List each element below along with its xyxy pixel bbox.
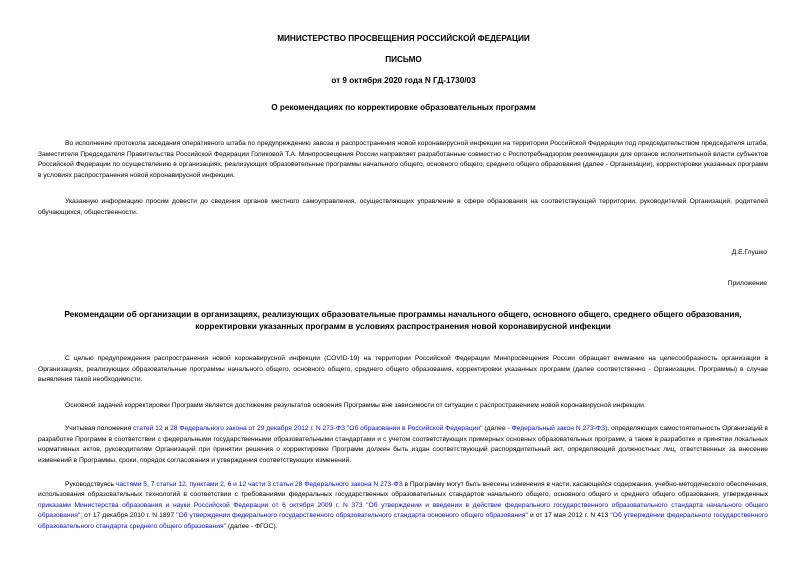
appendix-label: Приложение: [727, 280, 767, 287]
document-date-number: от 9 октября 2020 года N ГД-1730/03: [331, 76, 476, 85]
recommendations-title: Рекомендации об организации в организациях, реализующих образовательные программы начального общего, основного общего, среднего общего образования, корректировки указанных программ в условиях распространения новой коронавирусной инфекции: [64, 309, 742, 331]
letter-paragraph-1: Во исполнение протокола заседания оперативного штаба по предупреждению завоза и распространения новой коронавирусной инфекции на территории Российской Федерации под председательством председателя штаба, Заместителя Председателя Правительства Российской Федерации Голиковой Т.А. Минпросвещения России направляет разработанные совместно с Роспотребнадзором рекомендации для органов исполнительной власти субъектов Российской Федерации по осуществлению в организациях, реализующих образовательные программы начального общего, основного общего, среднего общего образования (далее - Организации), корректировки указанных программ в условиях распространения новой коронавирусной инфекции.: [38, 140, 768, 179]
recommendations-paragraph-2: Основной задачей корректировки Программ является достижение результатов освоения Программы вне зависимости от ситуации с распространением новой коронавирусной инфекции.: [65, 402, 646, 409]
document-subject: О рекомендациях по корректировке образовательных программ: [271, 103, 536, 112]
text-span: и: [162, 425, 171, 432]
law-link-articles-12-28[interactable]: частями 5, 7 статьи 12, пунктами 2, 6 и 12 части 3 статьи 28 Федерального закона N 273-ФЗ: [115, 481, 403, 488]
text-span: Руководствуясь: [65, 481, 116, 488]
letter-paragraph-2: Указанную информацию просим довести до сведения органов местного самоуправления, осуществляющих управление в сфере образования на соответствующей территории, руководителей Организаций, родителей обучающихся, общественности.: [38, 198, 768, 216]
text-span: ; от 17 декабря 2010 г. N 1897: [80, 512, 177, 520]
law-link-273-fz[interactable]: 28 Федерального закона от 29 декабря 2012 г. N 273-ФЗ "Об образовании в Российской Федерации": [170, 425, 483, 432]
recommendations-paragraph-4: [38, 480, 768, 532]
text-span: ), определяющих самостоятельность Организаций в разработке Программ в соответствии с федеральными государственными образовательными стандартами и с учетом соответствующих примерных основных образовательных программ, а также в разработке и принятии локальных нормативных актов, руководителям Организаций при принятии решения о корректировке Программ должен быть издан соответствующий распорядительный акт, определяющий должностных лиц, ответственных за внесение изменений в Программы, сроки, порядок согласования и утверждения соответствующих изменений.: [38, 425, 768, 464]
law-link-article-12[interactable]: статей 12: [132, 425, 163, 432]
text-span: и от 17 мая 2012 г. N 413: [527, 512, 611, 520]
text-span: (далее -: [482, 425, 512, 432]
order-link-413[interactable]: "Об утверждении федерального государственного образовательного стандарта среднего общего образования": [38, 512, 768, 530]
text-span: (далее - ФГОС).: [225, 522, 278, 530]
order-link-1897[interactable]: "Об утверждении федерального государственного образовательного стандарта основного общего образования": [176, 512, 528, 520]
text-span: Учитывая положения: [65, 425, 133, 432]
signature: Д.Е.Глушко: [731, 249, 767, 256]
document-type: ПИСЬМО: [385, 55, 422, 64]
text-span: в Программу могут быть внесены изменения в части, касающейся содержания, учебно-методического обеспечения, использования образовательных технологий в соответствии с требованиями федеральных государственных образовательных стандартов начального общего, основного общего и среднего общего образования, утвержденных: [38, 481, 768, 499]
recommendations-paragraph-3: [38, 424, 768, 466]
order-link-373[interactable]: приказами Министерства образования и науки Российской Федерации от 6 октября 2009 г. N 373 "Об утверждении и введении в действие федерального государственного образовательного стандарта начального общего образования": [38, 501, 768, 520]
ministry-heading: МИНИСТЕРСТВО ПРОСВЕЩЕНИЯ РОССИЙСКОЙ ФЕДЕРАЦИИ: [277, 34, 530, 43]
law-link-273-fz-short[interactable]: Федеральный закон N 273-ФЗ: [511, 425, 606, 432]
recommendations-paragraph-1: С целью предупреждения распространения новой коронавирусной инфекции (COVID-19) на территории Российской Федерации Минпросвещения России обращает внимание на целесообразность организации в Организациях, реализующих образовательные программы начального общего, основного общего, среднего общего образования, корректировки указанных программ (далее соответственно - Организации, Программы) в случае выявления такой необходимости.: [38, 355, 768, 384]
